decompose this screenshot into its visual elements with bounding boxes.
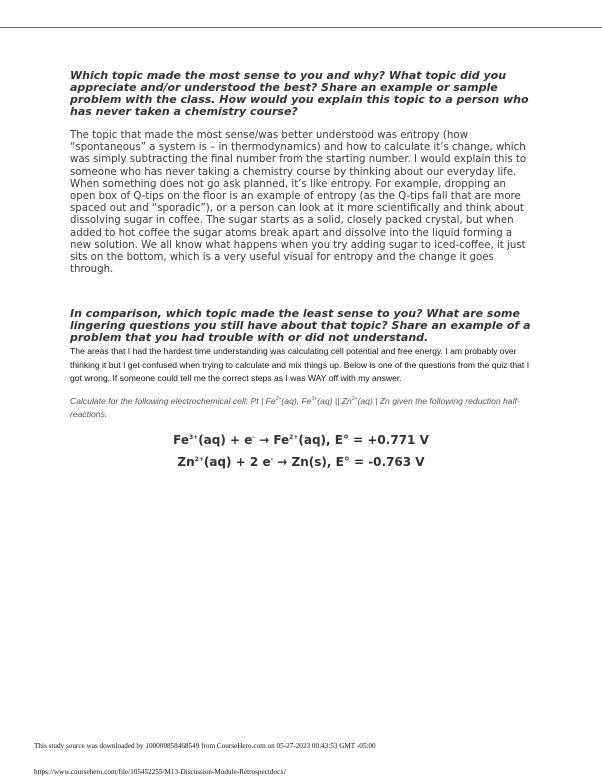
charge-superscript: - [270, 456, 274, 464]
calc-text: Calculate for the following electrochemical cell: Pt | Fe [70, 395, 276, 406]
eq-text: → Fe [254, 433, 290, 448]
calculation-prompt [70, 395, 532, 422]
question-1: Which topic made the most sense to you and why? What topic did you appreciate and/or understood the best? Share an example or sample problem with the class. How would you explain this topic to a person who has never taken a chemistry course? [70, 69, 529, 118]
charge-superscript: 3+ [311, 395, 318, 402]
charge-superscript: 2+ [289, 434, 299, 442]
calc-text: (aq), Fe [281, 395, 312, 406]
question-2: In comparison, which topic made the least sense to you? What are some lingering questions you still have about that topic? Share an example of a problem that you had trouble with or did not understand. [70, 307, 531, 345]
source-url: https://www.coursehero.com/file/105452255/M13-Discussion-Module-Retrospectdocx/ [34, 768, 286, 776]
eq-text: (aq) + e [198, 433, 253, 448]
answer-1: The topic that made the most sense/was better understood was entropy (how “spontaneous” a system is – in thermodynamics) and how to calculate it’s change, which was simply subtracting the final number from the starting number. I would explain this to someone who has never taking a chemistry course by thinking about our everyday life. When something does not go ask planned, it’s like entropy. For example, dropping an open box of Q-tips on the floor is an example of entropy (as the Q-tips fall that are more spaced out and “sporadic”), or a person can look at it more scientifically and think about dissolving sugar in coffee. The sugar starts as a solid, closely packed crystal, but when added to hot coffee the sugar atoms break apart and dissolve into the liquid forming a new solution. We all know what happens when you try adding sugar to iced-coffee, it just sits on the bottom, which is a very useful visual for entropy and the change it goes through. [70, 130, 527, 276]
half-reaction-iron [70, 433, 532, 447]
header-rule [0, 27, 602, 28]
download-notice: This study source was downloaded by 100000858468549 from CourseHero.com on 05-27-2023 00:43:53 GMT -05:00 [34, 742, 376, 750]
charge-superscript: 2+ [351, 395, 358, 402]
calc-text: (aq) | Zn given the following reduction half-reactions. [70, 395, 520, 420]
answer-2: The areas that I had the hardest time understanding was calculating cell potential and free energy. I am probably over thinking it but I get confused when trying to calculate and mix things up. Below is one of the questions from the quiz that I got wrong. If someone could tell me the correct steps as I was WAY off with my answer. [70, 346, 530, 384]
document-body [70, 70, 532, 469]
eq-text: (aq) + 2 e [203, 455, 271, 470]
calc-text: (aq) || Zn [317, 395, 352, 406]
charge-superscript: 2+ [194, 456, 204, 464]
eq-text: (aq), E° = +0.771 V [298, 433, 429, 448]
eq-text: Zn [177, 455, 195, 470]
charge-superscript: - [252, 434, 255, 442]
charge-superscript: 2+ [275, 395, 282, 402]
eq-text: Fe [173, 433, 189, 448]
charge-superscript: 3+ [188, 434, 199, 442]
half-reaction-zinc [70, 455, 532, 469]
eq-text: → Zn(s), E° = -0.763 V [273, 455, 425, 470]
